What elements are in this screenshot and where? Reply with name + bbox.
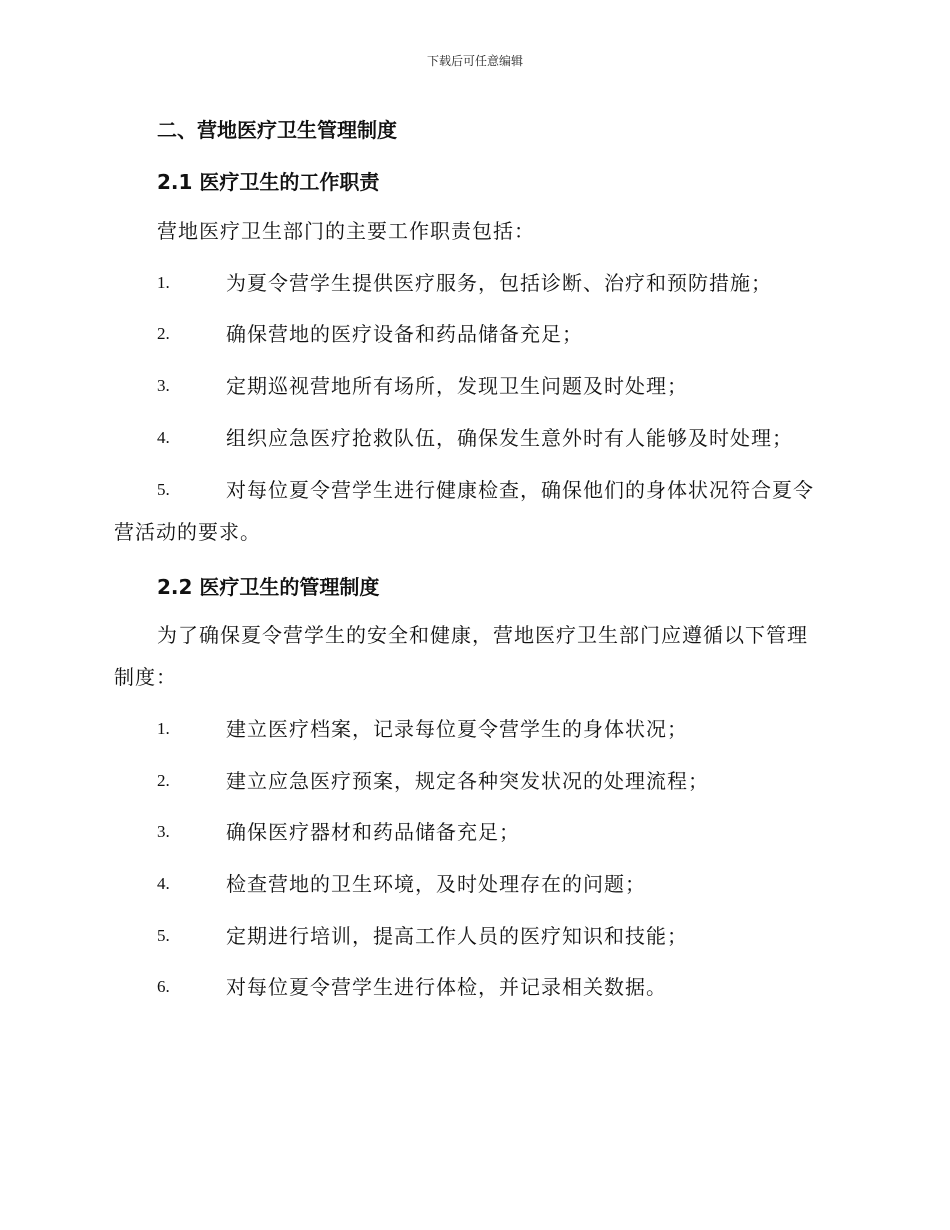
list-item-number: 5. [157, 480, 170, 499]
list-item-number: 1. [157, 719, 170, 738]
list-item-number: 4. [157, 874, 170, 893]
list-item-text: 确保营地的医疗设备和药品储备充足； [226, 322, 583, 346]
list-item-first-line [114, 469, 834, 511]
list-item-number: 3. [157, 376, 170, 395]
intro-paragraph-2-1: 营地医疗卫生部门的主要工作职责包括： [157, 219, 535, 243]
list-item-text: 建立医疗档案，记录每位夏令营学生的身体状况； [226, 717, 688, 741]
list-item-text: 定期进行培训，提高工作人员的医疗知识和技能； [226, 924, 688, 948]
list-item-number: 1. [157, 273, 170, 292]
list-item-number: 5. [157, 926, 170, 945]
header-note: 下载后可任意编辑 [426, 54, 523, 68]
subsection-title-2-1: 2.1 医疗卫生的工作职责 [157, 170, 380, 194]
intro-paragraph-2-2 [114, 614, 834, 698]
subsection-title-2-2: 2.2 医疗卫生的管理制度 [157, 575, 380, 599]
list-item-text: 确保医疗器材和药品储备充足； [226, 820, 520, 844]
list-item-text: 定期巡视营地所有场所，发现卫生问题及时处理； [226, 374, 688, 398]
list-item-number: 3. [157, 822, 170, 841]
intro-line-1: 为了确保夏令营学生的安全和健康，营地医疗卫生部门应遵循以下管理 [157, 623, 808, 647]
list-item-text: 检查营地的卫生环境，及时处理存在的问题； [226, 872, 646, 896]
list-item-number: 6. [157, 977, 170, 996]
list-item-number: 2. [157, 771, 170, 790]
list-item-text: 对每位夏令营学生进行健康检查，确保他们的身体状况符合夏令 [226, 478, 814, 502]
section-title: 二、营地医疗卫生管理制度 [157, 118, 397, 142]
list-item-number: 2. [157, 324, 170, 343]
list-item-number: 4. [157, 428, 170, 447]
list-item-continuation: 营活动的要求。 [114, 520, 261, 544]
list-item-text: 为夏令营学生提供医疗服务，包括诊断、治疗和预防措施； [226, 271, 772, 295]
list-item-text: 对每位夏令营学生进行体检，并记录相关数据。 [226, 975, 667, 999]
intro-line-2: 制度： [114, 665, 177, 689]
list-item-wrapped [114, 469, 834, 553]
list-item-text: 组织应急医疗抢救队伍，确保发生意外时有人能够及时处理； [226, 426, 793, 450]
list-item-text: 建立应急医疗预案，规定各种突发状况的处理流程； [226, 769, 709, 793]
